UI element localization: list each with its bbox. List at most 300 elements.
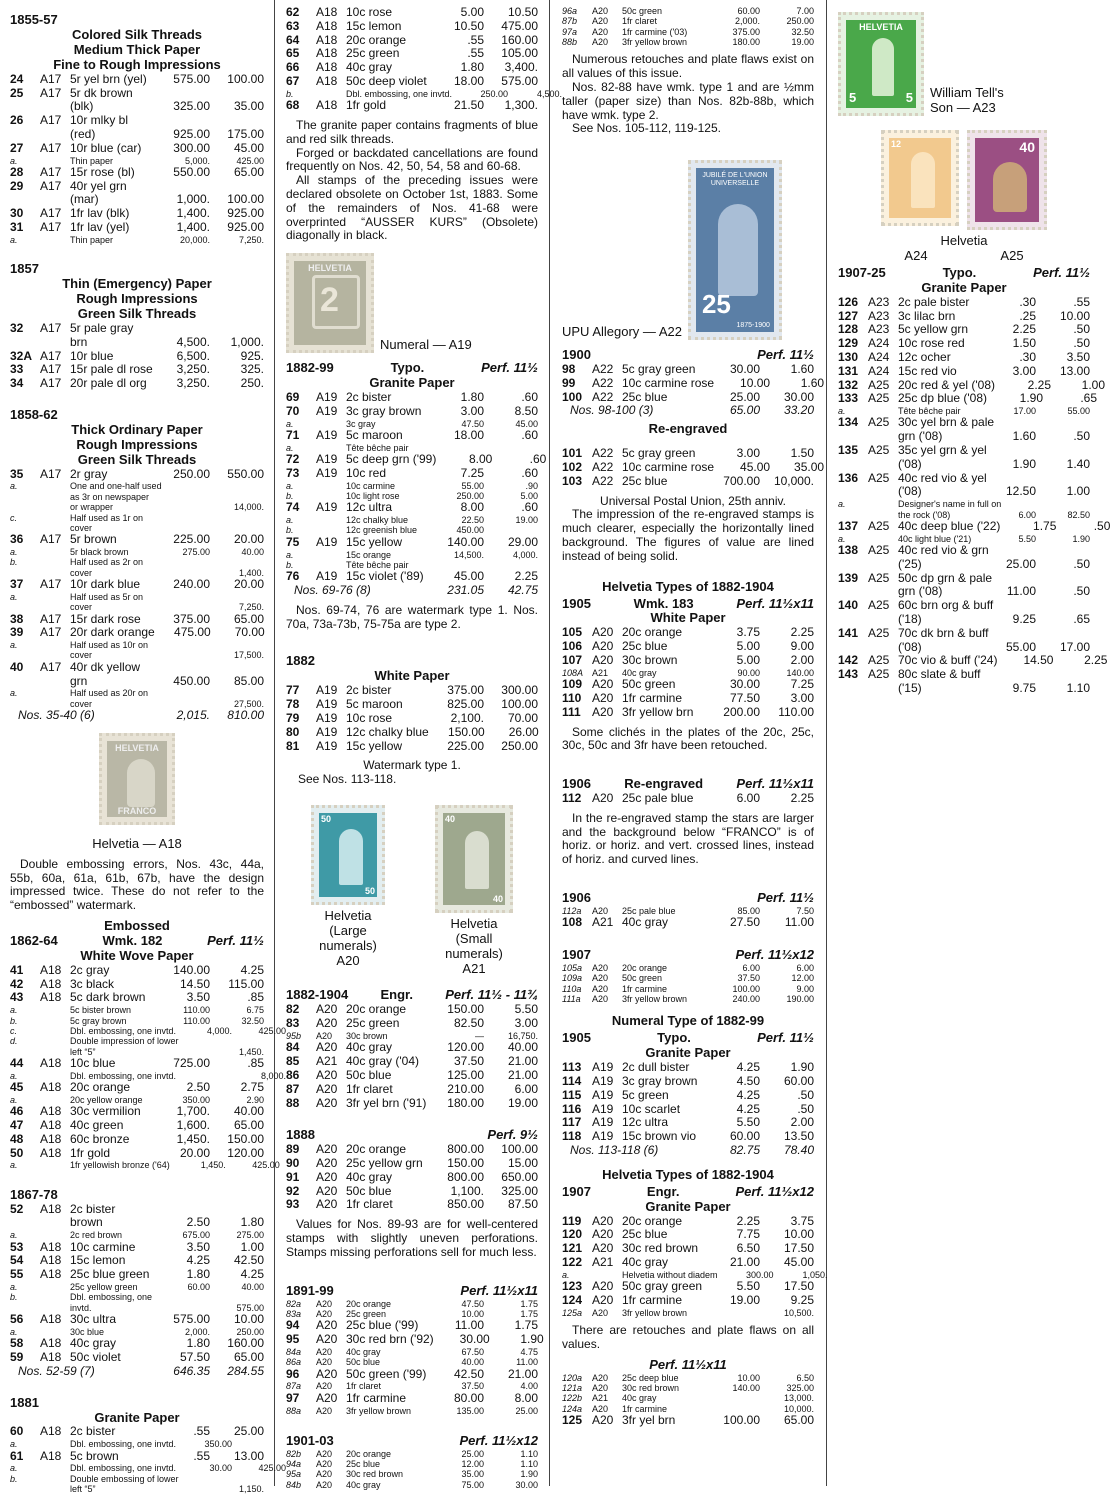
design-type: A18 — [40, 1055, 62, 1070]
stamp-description: 70c vio & buff ('24) — [898, 653, 998, 668]
set-total: Nos. 113-118 (6) 82.75 78.40 — [570, 1143, 814, 1158]
listing-row — [286, 1003, 538, 1017]
listing — [838, 294, 1110, 696]
design-type: A20 — [592, 1279, 614, 1294]
catalog-number: 46 — [10, 1104, 24, 1119]
used-value: 425.00 — [252, 1160, 280, 1171]
catalog-number: 73 — [286, 465, 300, 480]
catalog-number: 88a — [286, 1405, 302, 1416]
catalog-number: a. — [10, 234, 18, 245]
issue-subheading: Granite Paper — [921, 279, 1007, 295]
type-heading: Helvetia Types of 1882-1904 — [602, 578, 774, 594]
stamp-description: 10c carmine — [70, 1239, 136, 1254]
used-value: 40.00 — [233, 1104, 264, 1119]
design-type: A20 — [592, 26, 609, 37]
catalog-number: 36 — [10, 532, 24, 547]
listing-row — [286, 1459, 538, 1469]
catalog-number: 77 — [286, 683, 300, 698]
stamp-description: 1fr yellowish bronze ('64) — [70, 1160, 170, 1171]
listing-row — [10, 1484, 264, 1494]
used-value: 575.00 — [236, 1302, 264, 1313]
set-total: Nos. 69-76 (8) 231.05 42.75 — [294, 583, 538, 598]
catalog-number: 98 — [562, 362, 576, 377]
stamp-description: 3fr yellow brown — [622, 1307, 688, 1318]
stamp-description: 30c red brn ('92) — [346, 1332, 434, 1347]
stamp-description: 25c yellow green — [70, 1282, 138, 1292]
used-value: 3,400. — [504, 60, 538, 75]
used-value: 40.00 — [241, 1282, 264, 1292]
catalog-number: b. — [286, 525, 294, 536]
column-4 — [838, 6, 1110, 1482]
listing-row — [10, 1133, 264, 1147]
used-value: 10.00 — [233, 1312, 264, 1327]
catalog-number: 50 — [10, 1145, 24, 1160]
note: Values for Nos. 89-93 are for well-centered stamps with slightly uneven perforations. Stamps missing perforations sell for much less. — [286, 1217, 538, 1259]
listing-row — [10, 73, 264, 87]
listing-row — [10, 1241, 264, 1255]
stamp-description: grn ('08) — [898, 429, 943, 444]
stamp-description: 15r rose (bl) — [70, 164, 135, 179]
figure-caption: UPU Allegory — A22 — [562, 324, 682, 340]
used-value: 82.50 — [1067, 509, 1090, 520]
used-value: 100.00 — [227, 71, 264, 86]
design-type: A25 — [868, 543, 890, 558]
used-value: 6.50 — [796, 1372, 814, 1383]
stamp-description: 5c maroon — [346, 697, 403, 712]
listing-row — [10, 1147, 264, 1161]
listing-row — [10, 492, 264, 502]
design-type: A17 — [40, 71, 62, 86]
catalog-number: 61 — [10, 1448, 24, 1463]
stamp-description: 3c black — [70, 976, 115, 991]
catalog-number: 28 — [10, 164, 24, 179]
unused-value: 5.00 — [736, 639, 760, 654]
figure-caption: William Tell's Son — A23 — [930, 85, 1004, 116]
unused-value: 2.25 — [736, 1213, 760, 1228]
note: The granite paper contains fragments of blue and red silk threads. Forged or backdated cancellations are found frequently on Nos. 42, 50, 54, 58 and 60-68. All stamps of the preceding issues were declared obsolete on October 1st, 1883. Some of the remainders of Nos. 41-68 were overprinted “AUSSER KURS” (Obsolete) diagonally in black. — [286, 117, 538, 243]
catalog-number: b. — [10, 1473, 18, 1484]
stamp-description: 60c bronze — [70, 1131, 130, 1146]
used-value: .65 — [1073, 612, 1090, 627]
listing — [286, 684, 538, 753]
unused-value: 47.50 — [461, 1298, 484, 1309]
catalog-number: 126 — [838, 294, 859, 309]
used-value: 30.00 — [783, 389, 814, 404]
design-type: A20 — [592, 791, 614, 806]
catalog-number: 142 — [838, 653, 859, 668]
unused-value: 10.00 — [737, 1372, 760, 1383]
listing-row — [10, 1016, 264, 1026]
design-type: A18 — [40, 1201, 62, 1216]
unused-value: 675.00 — [182, 1230, 210, 1241]
used-value: 25.00 — [233, 1424, 264, 1439]
stamp-description: Dbl. embossing, one invtd. — [70, 1463, 177, 1474]
issue-heading: 1901-03 Perf. 11½x12 — [286, 1432, 538, 1448]
used-value: 21.00 — [507, 1054, 538, 1069]
used-value: 100.00 — [227, 192, 264, 207]
stamp-description: cover — [70, 698, 93, 709]
design-type: A23 — [868, 322, 890, 337]
design-type: A19 — [316, 697, 338, 712]
listing-row — [10, 991, 264, 1005]
listing-row — [838, 558, 1090, 572]
design-type: A21 — [592, 1255, 614, 1270]
stamp-description: 10c scarlet — [622, 1101, 681, 1116]
design-type: A18 — [316, 32, 338, 47]
design-type: A20 — [316, 1357, 333, 1368]
unused-value: 375.00 — [447, 683, 484, 698]
stamp-description: Dbl. embossing, one invtd. — [70, 1025, 177, 1036]
listing-row — [10, 1119, 264, 1133]
listing-row — [10, 592, 264, 602]
unused-value: 2,100. — [450, 710, 484, 725]
design-type: A18 — [40, 990, 62, 1005]
used-value: 1.00 — [1081, 377, 1106, 392]
stamp-description: 25c pale blue — [622, 905, 676, 916]
unused-value: 3.50 — [186, 990, 210, 1005]
used-value: 35.00 — [233, 99, 264, 114]
catalog-number: 111a — [562, 994, 581, 1005]
catalog-number: 93 — [286, 1197, 300, 1212]
design-type: A25 — [868, 653, 890, 668]
catalog-number: b. — [286, 88, 294, 99]
stamp-description: 2c red brown — [70, 1230, 123, 1241]
unused-value: 20,000. — [179, 234, 210, 245]
unused-value: 25.00 — [461, 1448, 484, 1459]
listing-row — [286, 726, 538, 740]
catalog-number: 84 — [286, 1040, 300, 1055]
unused-value: 67.50 — [461, 1346, 484, 1357]
listing — [286, 5, 563, 113]
stamp-description: 70c dk brn & buff — [898, 625, 989, 640]
listing-row — [10, 180, 264, 194]
used-value: 27,500. — [233, 698, 264, 709]
issue-subheading: Medium Thick Paper — [73, 41, 201, 57]
catalog-number: 32 — [10, 320, 24, 335]
stamp-description: 3fr yel brn — [622, 1413, 676, 1428]
used-value: 300.00 — [501, 683, 538, 698]
design-type: A22 — [592, 389, 614, 404]
unused-value: 225.00 — [173, 532, 210, 547]
used-value: .85 — [247, 1055, 264, 1070]
listing-row — [10, 1474, 264, 1484]
design-type: A19 — [316, 738, 338, 753]
unused-value: 2.25 — [1012, 322, 1036, 337]
unused-value: 5.50 — [1018, 533, 1036, 544]
used-value: 1,450. — [238, 1046, 264, 1057]
unused-value: 3.50 — [186, 1239, 210, 1254]
catalog-number: 30 — [10, 206, 24, 221]
listing-row — [838, 485, 1090, 499]
listing-row — [838, 296, 1090, 310]
catalog-number: 71 — [286, 427, 300, 442]
catalog-number: 69 — [286, 389, 300, 404]
issue-subheading: White Wove Paper — [80, 947, 194, 963]
listing-row — [286, 1143, 538, 1157]
stamp-description: 2c gray — [70, 962, 110, 977]
used-value: 925. — [240, 348, 264, 363]
catalog-number: 48 — [10, 1131, 24, 1146]
used-value: 21.00 — [507, 1067, 538, 1082]
unused-value: 47.50 — [461, 418, 484, 429]
listing-row — [10, 1268, 264, 1282]
stamp-description: 20c yellow orange — [70, 1094, 143, 1105]
stamp-description: 10r blue (car) — [70, 140, 142, 155]
unused-value: 375.00 — [732, 26, 760, 37]
catalog-number: a. — [286, 480, 294, 491]
stamp-description: 10c light rose — [346, 490, 400, 501]
listing-row — [286, 452, 547, 467]
listing-row — [286, 1097, 538, 1111]
catalog-number: a. — [10, 640, 18, 651]
catalog-number: 127 — [838, 308, 859, 323]
catalog-number: 74 — [286, 500, 300, 515]
used-value: 2.25 — [790, 791, 814, 806]
catalog-number: 117 — [562, 1115, 582, 1130]
stamp-description: 5r yel brn (yel) — [70, 71, 147, 86]
unused-value: 85.00 — [737, 905, 760, 916]
used-value: 250.00 — [501, 738, 538, 753]
catalog-number: 55 — [10, 1267, 24, 1282]
stamp-description: 5c green — [622, 1087, 669, 1102]
listing-row — [838, 613, 1090, 627]
stamp-description: 40c gray — [622, 915, 669, 930]
stamp-description: 50c dp grn & pale — [898, 570, 993, 585]
stamp-description: 15c violet ('89) — [346, 569, 424, 584]
unused-value: 800.00 — [447, 1169, 484, 1184]
stamp-description: 30c red brown — [346, 1469, 404, 1480]
used-value: 5.50 — [514, 1002, 538, 1017]
unused-value: 325.00 — [173, 99, 210, 114]
catalog-number: a. — [562, 1269, 570, 1280]
issue-subheading: Granite Paper — [94, 1409, 180, 1425]
listing-row — [838, 641, 1090, 655]
listing-row — [562, 460, 825, 475]
listing — [10, 1424, 287, 1494]
unused-value: 4,000. — [207, 1025, 233, 1036]
catalog-number: 87a — [286, 1381, 302, 1392]
stamp-description: 25c blue — [622, 639, 668, 654]
stamp-description: 40c gray — [346, 1040, 393, 1055]
stamp-description: 20r dark orange — [70, 625, 155, 640]
unused-value: 11.00 — [454, 1318, 484, 1333]
design-type: A18 — [316, 5, 338, 19]
stamp-description: as 3r on newspaper — [70, 491, 150, 502]
design-type: A20 — [592, 6, 609, 16]
used-value: 2.90 — [246, 1094, 264, 1105]
unused-value: 60.00 — [737, 6, 760, 16]
used-value: 4,500. — [537, 88, 563, 99]
stamp-description: 20c orange — [346, 1142, 407, 1157]
design-type: A20 — [316, 1081, 338, 1096]
listing — [562, 963, 814, 1004]
column-rule — [826, 0, 827, 1486]
listing-row — [10, 533, 264, 547]
catalog-number: 108 — [562, 915, 583, 930]
design-type: A17 — [40, 140, 62, 155]
stamp-description: 3fr yellow brn — [622, 704, 694, 719]
listing-row — [10, 661, 264, 675]
stamp-description: 50c blue — [346, 1067, 392, 1082]
used-value: 1.10 — [520, 1448, 538, 1459]
catalog-number: 136 — [838, 470, 859, 485]
catalog-number: 79 — [286, 710, 300, 725]
catalog-number: 83 — [286, 1016, 300, 1031]
used-value: 16,750. — [507, 1031, 538, 1042]
stamp-description: 3c gray brown — [346, 403, 422, 418]
stamp-description: 5c gray green — [622, 446, 696, 461]
unused-value: 250.00 — [173, 466, 210, 481]
catalog-number: 113 — [562, 1060, 582, 1075]
design-type: A17 — [40, 113, 62, 128]
unused-value: 3.00 — [736, 446, 760, 461]
catalog-number: 96a — [562, 6, 578, 16]
design-type: A22 — [592, 460, 614, 475]
stamp-description: 50c gray green — [622, 1279, 703, 1294]
stamp-description: 20c orange — [622, 625, 683, 640]
stamp-description: 15c yellow — [346, 534, 403, 549]
design-type: A20 — [316, 1298, 333, 1309]
listing-row — [562, 1373, 814, 1383]
catalog-number: 70 — [286, 403, 300, 418]
stamp-description: 20c orange — [622, 1213, 683, 1228]
design-type: A17 — [40, 220, 62, 235]
design-type: A19 — [592, 1087, 614, 1102]
listing-row — [562, 1089, 814, 1103]
design-type: A18 — [40, 1267, 62, 1282]
used-value: 100.00 — [501, 697, 538, 712]
issue-subheading: White Paper — [650, 610, 726, 626]
stamp-description: 3fr yel brn ('91) — [346, 1095, 427, 1110]
listing-row — [10, 114, 264, 128]
catalog-number: 102 — [562, 460, 583, 475]
catalog-number: 54 — [10, 1253, 24, 1268]
catalog-number: 138 — [838, 543, 859, 558]
figure-caption: A21 — [462, 960, 486, 976]
stamp-description: 10r dark blue — [70, 577, 141, 592]
set-total: Nos. 98-100 (3) 65.00 33.20 — [570, 403, 814, 418]
used-value: 87.50 — [507, 1197, 538, 1212]
issue-subheading: Rough Impressions — [76, 291, 198, 307]
listing-row — [10, 613, 264, 627]
listing — [10, 468, 264, 709]
design-type: A18 — [40, 976, 62, 991]
stamp-description: ('08) — [898, 639, 922, 654]
unused-value: 35.00 — [461, 1469, 484, 1480]
listing — [562, 1061, 814, 1144]
issue-heading: 1888 Perf. 9½ — [286, 1127, 538, 1143]
listing-row — [286, 1299, 538, 1309]
stamp-description: 25c dp blue ('08) — [898, 391, 988, 406]
unused-value: 150.00 — [447, 1156, 484, 1171]
used-value: .50 — [1073, 429, 1090, 444]
used-value: 7.00 — [796, 6, 814, 16]
stamp-description: 1fr claret — [622, 16, 658, 27]
issue-subheading: Granite Paper — [645, 1198, 731, 1214]
issue-year: 1881 — [10, 1394, 39, 1410]
unused-value: 2,000. — [184, 1326, 210, 1337]
design-type: A20 — [592, 639, 614, 654]
unused-value: 8.00 — [469, 452, 493, 467]
used-value: 1.75 — [520, 1308, 538, 1319]
listing — [562, 446, 825, 488]
unused-value: 240.00 — [732, 994, 760, 1005]
unused-value: 350.00 — [182, 1094, 210, 1105]
design-type: A25 — [868, 570, 890, 585]
column-1 — [10, 6, 287, 1494]
listing-row — [10, 1292, 264, 1302]
catalog-number: a. — [10, 1160, 18, 1171]
design-type: A18 — [40, 1239, 62, 1254]
catalog-number: a. — [838, 499, 846, 510]
listing-row — [10, 1105, 264, 1119]
figure-caption: numerals) — [319, 937, 377, 953]
catalog-number: 112a — [562, 905, 582, 916]
unused-value: 12.00 — [461, 1459, 484, 1470]
listing — [286, 1003, 538, 1110]
stamp-description: Half used as 1r on — [70, 512, 144, 523]
stamp-description: 1fr carmine — [346, 1390, 407, 1405]
listing-row — [838, 585, 1090, 599]
stamp-description: brn — [70, 334, 88, 349]
design-type: A22 — [592, 362, 614, 377]
unused-value: 150.00 — [447, 1002, 484, 1017]
catalog-number: 122 — [562, 1255, 583, 1270]
used-value: 190.00 — [786, 994, 814, 1005]
listing-row — [10, 377, 264, 391]
catalog-number: 82 — [286, 1002, 300, 1017]
listing-row — [10, 1254, 264, 1268]
design-type: A19 — [316, 724, 338, 739]
unused-value: 5.00 — [460, 5, 484, 19]
listing-row — [10, 640, 264, 650]
unused-value: 10.00 — [461, 1308, 484, 1319]
stamp-description: 30c ultra — [70, 1312, 117, 1327]
stamp-description: 40c gray — [622, 1255, 669, 1270]
used-value: 1.00 — [1066, 484, 1090, 499]
unused-value: .30 — [1019, 349, 1036, 364]
listing-row — [562, 973, 814, 983]
listing-row — [286, 515, 538, 525]
unused-value: 200.00 — [723, 704, 760, 719]
stamp-description: 15r dark rose — [70, 611, 141, 626]
design-type: A17 — [40, 348, 62, 363]
listing-row — [562, 916, 814, 930]
listing-row — [562, 994, 814, 1004]
unused-value: 140.00 — [447, 534, 484, 549]
used-value: 65.00 — [233, 1118, 264, 1132]
stamp-description: 50c violet — [70, 1349, 121, 1364]
design-type: A20 — [316, 1346, 333, 1357]
listing — [286, 1449, 538, 1490]
used-value: 45.00 — [233, 140, 264, 155]
catalog-number: 42 — [10, 976, 24, 991]
stamp-description: 30c blue — [70, 1326, 105, 1337]
catalog-number: 33 — [10, 362, 24, 377]
design-type: A18 — [40, 1336, 62, 1351]
listing — [10, 73, 264, 245]
listing-row — [562, 1294, 814, 1308]
catalog-number: 68 — [286, 98, 300, 113]
listing-row — [286, 99, 538, 113]
stamp-description: One and one-half used — [70, 481, 162, 492]
unused-value: .30 — [1019, 294, 1036, 309]
unused-value: 9.25 — [1012, 612, 1036, 627]
unused-value: 3,250. — [176, 362, 210, 377]
catalog-number: 125 — [562, 1413, 583, 1428]
design-type: A20 — [592, 653, 614, 667]
listing — [562, 906, 814, 930]
